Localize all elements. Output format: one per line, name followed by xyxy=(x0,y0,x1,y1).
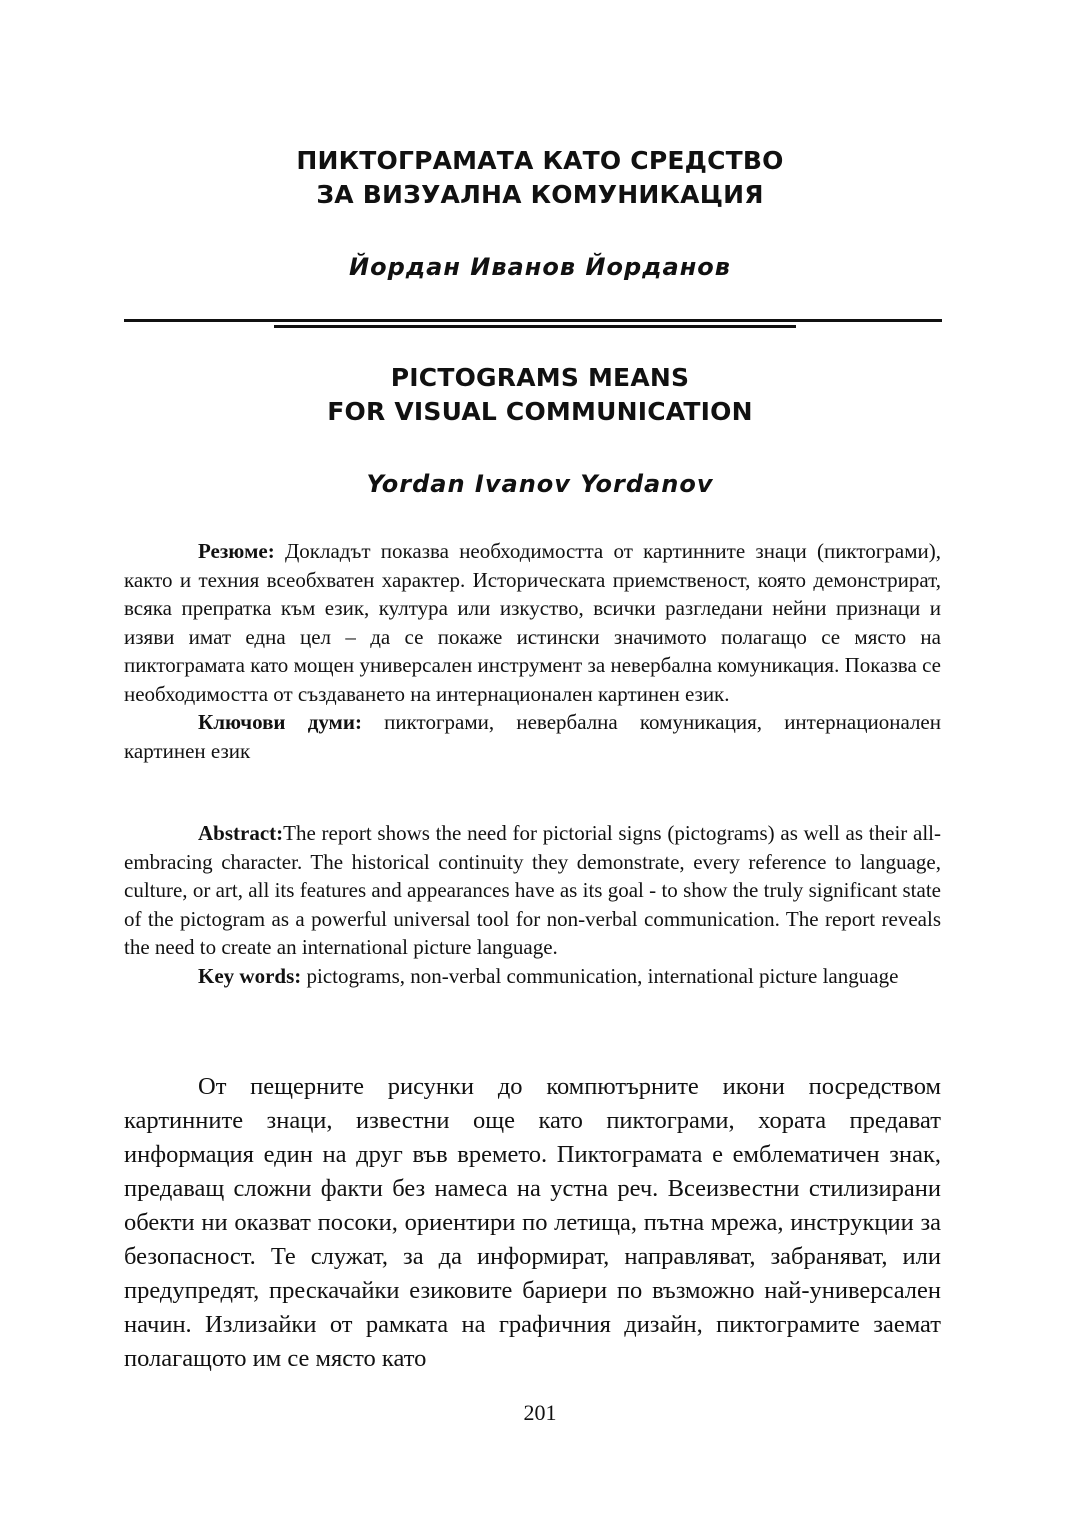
bulgarian-abstract-section xyxy=(124,537,941,765)
bulgarian-keywords-label: Ключови думи: xyxy=(198,710,362,734)
english-title xyxy=(0,361,1080,429)
bulgarian-abstract-text: Докладът показва необходимостта от картинните знаци (пиктограми), както и техния всеобхватен характер. Историческата приемственост, която демонстрират, всяка препратка към език, култура или изкуство, всички разгледани нейни признаци и изяви имат една цел – да се покаже истински значимото полагащо се място на пиктограмата като мощен универсален инструмент за невербална комуникация. Показва се необходимостта от създаването на интернационален картинен език. xyxy=(124,539,941,706)
english-abstract xyxy=(124,819,941,962)
bulgarian-keywords-text: пиктограми, невербална комуникация, интернационален картинен език xyxy=(124,710,941,763)
bulgarian-title-line-1: ПИКТОГРАМАТА КАТО СРЕДСТВО xyxy=(296,146,784,175)
bulgarian-abstract xyxy=(124,537,941,708)
bulgarian-title-line-2: ЗА ВИЗУАЛНА КОМУНИКАЦИЯ xyxy=(316,180,764,209)
body-paragraph: От пещерните рисунки до компютърните икони посредством картинните знаци, известни още като пиктограми, хората предават информация един на друг във времето. Пиктограмата е емблематичен знак, предаващ сложни факти без намеса на устна реч. Всеизвестни стилизирани обекти ни оказват посоки, ориентири по летища, пътна мрежа, инструкции за безопасност. Те служат, за да информират, направляват, забраняват, или предупредят, прескачайки езиковите бариери по възможно най-универсален начин. Излизайки от рамката на графичния дизайн, пиктограмите заемат полагащото им се място като xyxy=(124,1073,941,1372)
page-number: 201 xyxy=(523,1400,557,1425)
divider-short xyxy=(274,325,796,328)
english-keywords xyxy=(124,962,941,991)
english-abstract-section xyxy=(124,819,941,990)
english-title-line-1: PICTOGRAMS MEANS xyxy=(390,363,690,392)
divider-long xyxy=(124,319,942,322)
english-abstract-label: Abstract: xyxy=(198,821,284,845)
body-text-section xyxy=(124,1070,941,1376)
english-author: Yordan Ivanov Yordanov xyxy=(366,470,714,498)
english-abstract-text: The report shows the need for pictorial signs (pictograms) as well as their all-embracing character. The historical continuity they demonstrate, every reference to language, culture, or art, all its features and appearances have as its goal - to show the truly significant state of the pictogram as a powerful universal tool for non-verbal communication. The report reveals the need to create an international picture language. xyxy=(124,821,941,959)
bulgarian-author: Йордан Иванов Йорданов xyxy=(349,253,731,281)
bulgarian-abstract-label: Резюме: xyxy=(198,539,275,563)
bulgarian-title xyxy=(0,144,1080,212)
english-title-line-2: FOR VISUAL COMMUNICATION xyxy=(327,397,753,426)
bulgarian-keywords xyxy=(124,708,941,765)
english-keywords-text: pictograms, non-verbal communication, international picture language xyxy=(301,963,899,988)
english-keywords-label: Key words: xyxy=(198,963,302,988)
